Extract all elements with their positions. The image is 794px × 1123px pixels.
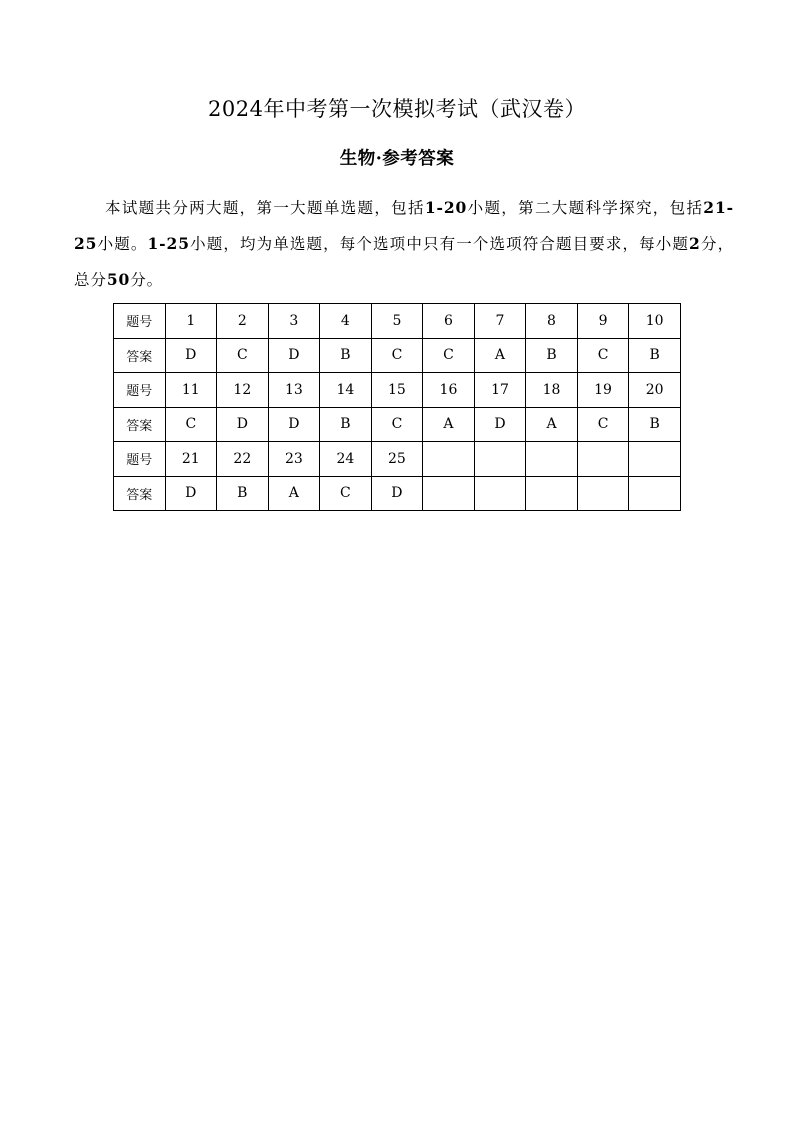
intro-text: 小题，第二大题科学探究，包括 (467, 199, 704, 217)
table-cell: A (474, 338, 526, 373)
row-label: 答案 (114, 407, 166, 442)
intro-total-points: 50 (106, 270, 131, 289)
table-cell: C (165, 407, 217, 442)
table-cell: D (474, 407, 526, 442)
table-row (114, 304, 681, 339)
row-label: 题号 (114, 304, 166, 339)
table-cell: 19 (577, 373, 629, 408)
table-cell: 12 (217, 373, 269, 408)
table-cell (526, 476, 578, 511)
table-cell (423, 442, 475, 477)
page-title: 2024年中考第一次模拟考试（武汉卷） (208, 97, 586, 121)
table-row (114, 476, 681, 511)
table-cell: C (217, 338, 269, 373)
table-cell: B (320, 407, 372, 442)
table-cell (629, 476, 681, 511)
table-cell: D (268, 407, 320, 442)
intro-text: 分。 (130, 271, 163, 289)
table-cell: C (423, 338, 475, 373)
table-cell: 15 (371, 373, 423, 408)
table-cell (629, 442, 681, 477)
intro-range-inquiry: 21-25 (74, 198, 734, 253)
answer-table (113, 303, 681, 511)
table-cell (526, 442, 578, 477)
table-cell: C (577, 338, 629, 373)
table-cell: C (371, 407, 423, 442)
table-cell: C (371, 338, 423, 373)
table-cell: D (371, 476, 423, 511)
table-cell: B (526, 338, 578, 373)
table-cell: 7 (474, 304, 526, 339)
row-label: 题号 (114, 373, 166, 408)
row-label: 答案 (114, 476, 166, 511)
table-cell: 8 (526, 304, 578, 339)
row-label: 答案 (114, 338, 166, 373)
page-subtitle: 生物·参考答案 (339, 149, 455, 169)
intro-text: 小题。 (97, 235, 148, 253)
table-cell: 11 (165, 373, 217, 408)
intro-text: 分，总分 (74, 235, 734, 289)
table-cell: 9 (577, 304, 629, 339)
intro-range-all: 1-25 (147, 234, 190, 253)
table-cell: A (526, 407, 578, 442)
intro-points-per-question: 2 (689, 234, 701, 253)
table-cell: 21 (165, 442, 217, 477)
table-row (114, 338, 681, 373)
table-cell: 6 (423, 304, 475, 339)
table-row (114, 407, 681, 442)
table-cell: A (423, 407, 475, 442)
table-row (114, 442, 681, 477)
table-cell: 5 (371, 304, 423, 339)
table-cell (474, 476, 526, 511)
table-cell: 4 (320, 304, 372, 339)
table-cell: 23 (268, 442, 320, 477)
table-cell (423, 476, 475, 511)
table-cell: 17 (474, 373, 526, 408)
table-cell: B (629, 338, 681, 373)
table-cell: D (165, 338, 217, 373)
table-cell: 24 (320, 442, 372, 477)
table-cell: C (577, 407, 629, 442)
intro-range-choice: 1-20 (424, 198, 468, 217)
table-cell: 14 (320, 373, 372, 408)
table-cell: 13 (268, 373, 320, 408)
table-cell: A (268, 476, 320, 511)
table-cell: B (629, 407, 681, 442)
row-label: 题号 (114, 442, 166, 477)
table-cell: 25 (371, 442, 423, 477)
table-cell: B (320, 338, 372, 373)
table-cell (577, 476, 629, 511)
table-cell: D (165, 476, 217, 511)
table-cell: 18 (526, 373, 578, 408)
table-cell: 10 (629, 304, 681, 339)
table-cell (577, 442, 629, 477)
table-cell: 20 (629, 373, 681, 408)
table-cell: 3 (268, 304, 320, 339)
intro-text: 本试题共分两大题，第一大题单选题，包括 (105, 199, 425, 217)
table-cell (474, 442, 526, 477)
table-cell: 2 (217, 304, 269, 339)
table-cell: D (268, 338, 320, 373)
table-cell: 16 (423, 373, 475, 408)
table-row (114, 373, 681, 408)
intro-text: 小题，均为单选题，每个选项中只有一个选项符合题目要求，每小题 (189, 235, 690, 253)
table-cell: C (320, 476, 372, 511)
table-cell: D (217, 407, 269, 442)
intro-paragraph (74, 190, 734, 298)
table-cell: 1 (165, 304, 217, 339)
table-cell: 22 (217, 442, 269, 477)
table-cell: B (217, 476, 269, 511)
